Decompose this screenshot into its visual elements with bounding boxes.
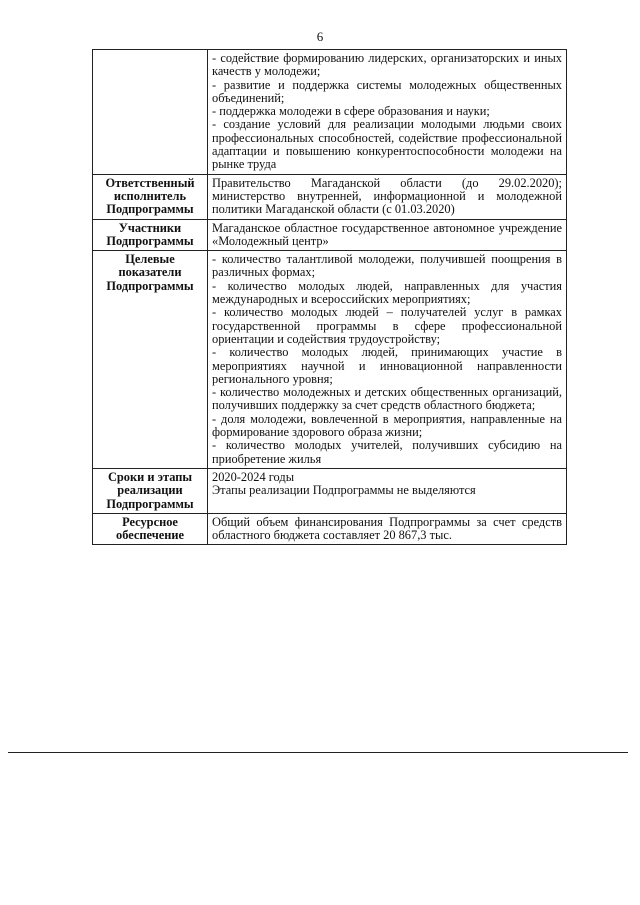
list-item: - доля молодежи, вовлеченной в мероприятия, направленные на формирование здорового образа жизни;: [212, 411, 562, 440]
row-content: [208, 513, 567, 545]
row-label: Сроки и этапы реализации Подпрограммы: [93, 468, 208, 513]
row-content: [208, 174, 567, 219]
row-content: [208, 219, 567, 251]
list-item: Общий объем финансирования Подпрограммы за счет средств областного бюджета составляет 20 867,3 тыс.: [212, 514, 562, 543]
page-divider: [8, 752, 628, 753]
list-item: - количество молодежных и детских общественных организаций, получивших поддержку за счет средств областного бюджета;: [212, 385, 562, 413]
row-label: Ресурсное обеспечение: [93, 513, 208, 545]
subprogram-passport-table: [92, 49, 567, 545]
row-content: [208, 251, 567, 469]
row-label: [93, 50, 208, 175]
list-item: 2020-2024 годы: [212, 469, 295, 484]
list-item: Этапы реализации Подпрограммы не выделяются: [212, 483, 476, 498]
page-number: 6: [316, 29, 324, 44]
row-label: Целевые показатели Подпрограммы: [93, 251, 208, 469]
list-item: Правительство Магаданской области (до 29.02.2020); министерство внутренней, информационной и молодежной политики Магаданской области (с 01.03.2020): [212, 175, 562, 217]
list-item: - количество молодых людей, принимающих участие в мероприятиях научной и инновационной направленности регионального уровня;: [212, 345, 562, 386]
list-item: - создание условий для реализации молодыми людьми своих профессиональных способностей, содействие профессиональной адаптации и повышению конкурентоспособности молодежи на рынке труда: [212, 117, 562, 172]
list-item: Магаданское областное государственное автономное учреждение «Молодежный центр»: [212, 220, 562, 248]
list-item: - количество молодых людей – получателей услуг в рамках государственной программы в сфере профессиональной ориентации и содействия трудоустройству;: [212, 305, 562, 346]
row-label: Ответственный исполнитель Подпрограммы: [93, 174, 208, 219]
row-label: Участники Подпрограммы: [93, 219, 208, 251]
row-content: [208, 468, 567, 513]
table-row: [93, 219, 567, 251]
list-item: - развитие и поддержка системы молодежных общественных объединений;: [212, 77, 562, 105]
table-row: [93, 251, 567, 469]
table-row: [93, 174, 567, 219]
row-content: [208, 50, 567, 175]
table-row: [93, 468, 567, 513]
list-item: - поддержка молодежи в сфере образования и науки;: [212, 104, 490, 119]
list-item: - количество молодых людей, направленных для участия международных и всероссийских мероприятиях;: [212, 278, 562, 307]
list-item: - количество талантливой молодежи, получившей поощрения в различных формах;: [212, 252, 562, 280]
table-row: [93, 513, 567, 545]
list-item: - количество молодых учителей, получивших субсидию на приобретение жилья: [212, 438, 562, 466]
list-item: - содействие формированию лидерских, организаторских и иных качеств у молодежи;: [212, 51, 562, 79]
table-row: [93, 50, 567, 175]
